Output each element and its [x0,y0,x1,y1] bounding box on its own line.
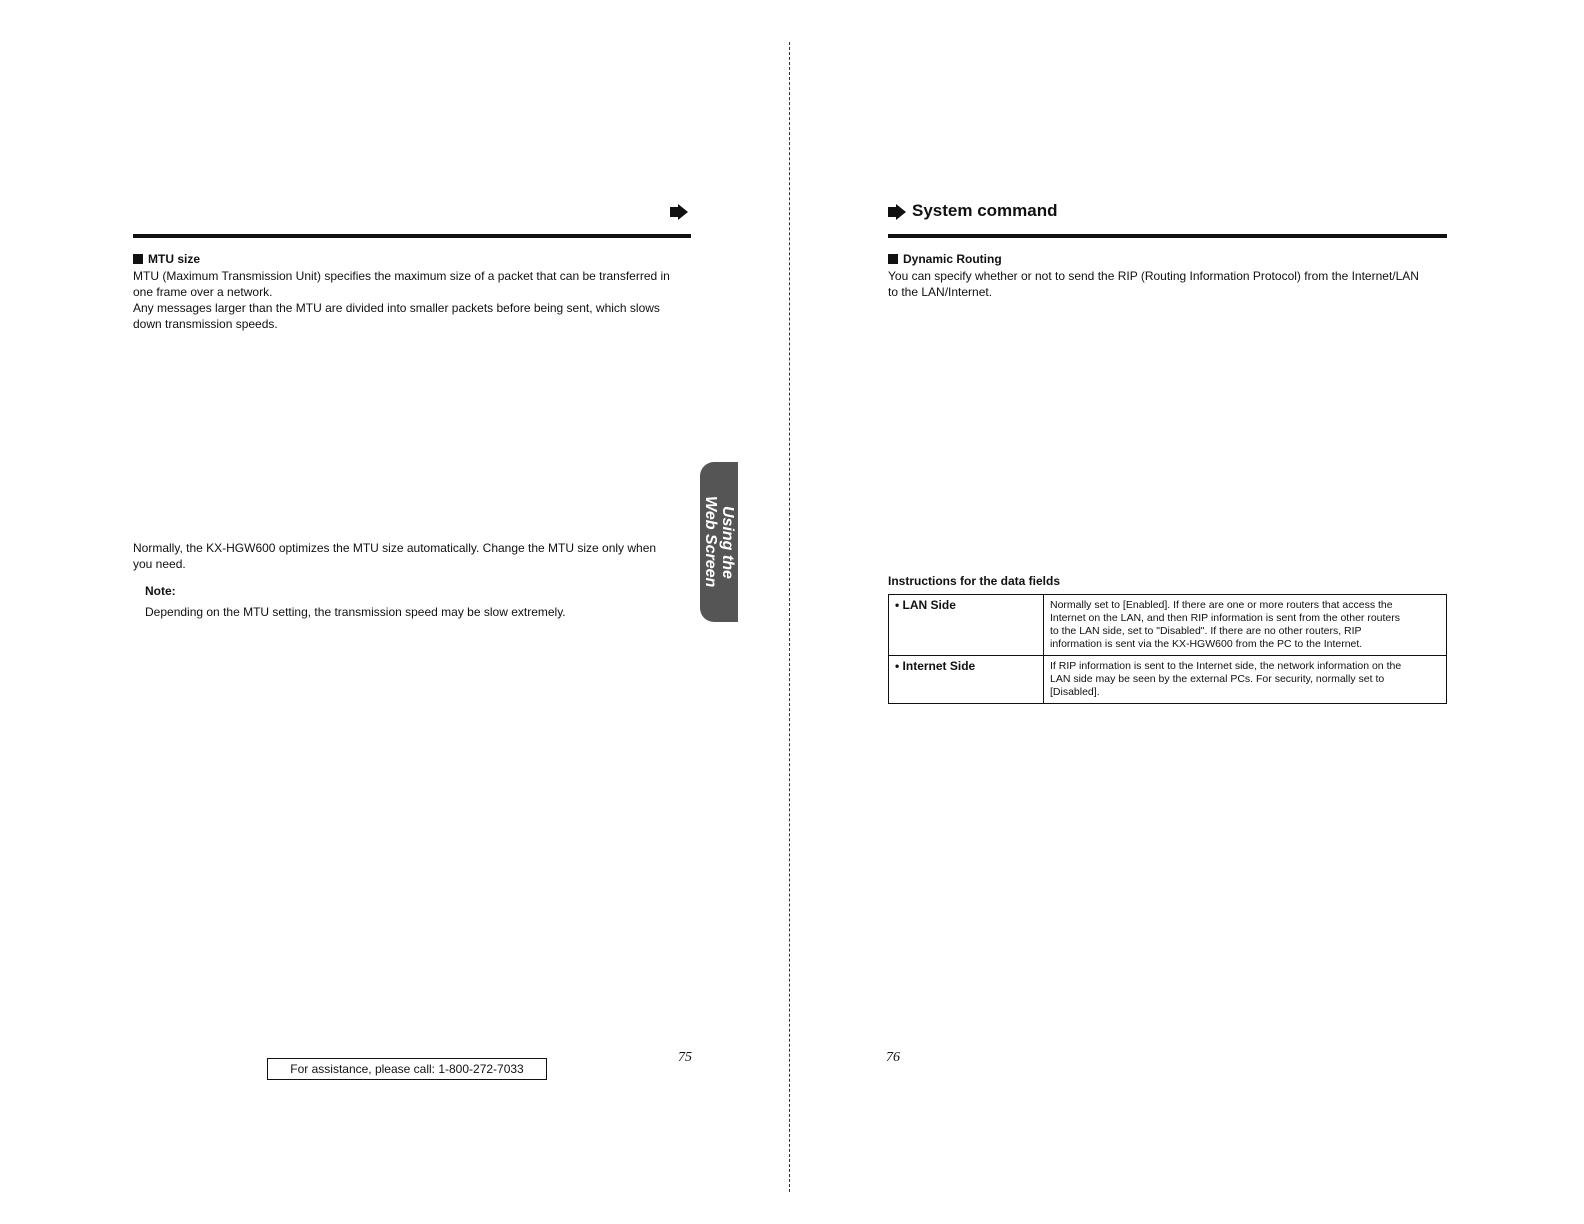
dynamic-routing-heading-text: Dynamic Routing [903,252,1002,266]
dynamic-routing-description [888,268,1448,300]
arrow-right-icon [670,204,688,220]
table-row [889,656,1447,704]
mtu-description [133,268,693,332]
note-label: Note: [145,584,176,598]
header-rule [888,234,1447,238]
table-cell-description [1044,656,1447,704]
table-desc-line: Internet on the LAN, and then RIP information is sent from the other routers [1050,612,1400,624]
arrow-right-icon [888,204,906,220]
table-desc-line: to the LAN side, set to "Disabled". If there are no other routers, RIP [1050,625,1362,637]
data-fields-table [888,594,1447,704]
mtu-normal-line: you need. [133,557,186,571]
left-page [0,0,790,1224]
side-tab-line: Web Screen [702,496,719,588]
table-cell-label: • LAN Side [889,595,1044,656]
page-number: 75 [678,1050,692,1065]
mtu-size-heading-text: MTU size [148,252,201,266]
mtu-desc-line: MTU (Maximum Transmission Unit) specifies the maximum size of a packet that can be transferred in [133,269,670,283]
mtu-normal-paragraph [133,540,693,572]
table-row [889,595,1447,656]
mtu-desc-line: Any messages larger than the MTU are divided into smaller packets before being sent, which slows [133,301,660,315]
side-tab [700,462,738,622]
side-tab-line: Using the [719,505,736,579]
square-bullet-icon [888,254,898,264]
table-cell-label: • Internet Side [889,656,1044,704]
assistance-box: For assistance, please call: 1-800-272-7033 [267,1058,547,1080]
mtu-normal-line: Normally, the KX-HGW600 optimizes the MTU size automatically. Change the MTU size only when [133,541,657,555]
note-text: Depending on the MTU setting, the transmission speed may be slow extremely. [145,605,566,619]
page-number: 76 [886,1050,900,1065]
table-desc-line: If RIP information is sent to the Internet side, the network information on the [1050,660,1402,672]
dynamic-routing-line: to the LAN/Internet. [888,285,993,299]
table-desc-line: LAN side may be seen by the external PCs. For security, normally set to [1050,673,1385,685]
mtu-size-heading [133,252,200,266]
header-rule [133,234,691,238]
section-title: System command [912,201,1058,220]
instructions-heading: Instructions for the data fields [888,574,1061,588]
dynamic-routing-line: You can specify whether or not to send the RIP (Routing Information Protocol) from the Internet/LAN [888,269,1419,283]
side-tab-label [702,496,736,587]
mtu-desc-line: down transmission speeds. [133,317,278,331]
table-cell-description [1044,595,1447,656]
square-bullet-icon [133,254,143,264]
table-desc-line: information is sent via the KX-HGW600 from the PC to the Internet. [1050,638,1363,650]
table-desc-line: [Disabled]. [1050,686,1100,698]
table-desc-line: Normally set to [Enabled]. If there are one or more routers that access the [1050,599,1393,611]
dynamic-routing-heading [888,252,1002,266]
mtu-desc-line: one frame over a network. [133,285,273,299]
